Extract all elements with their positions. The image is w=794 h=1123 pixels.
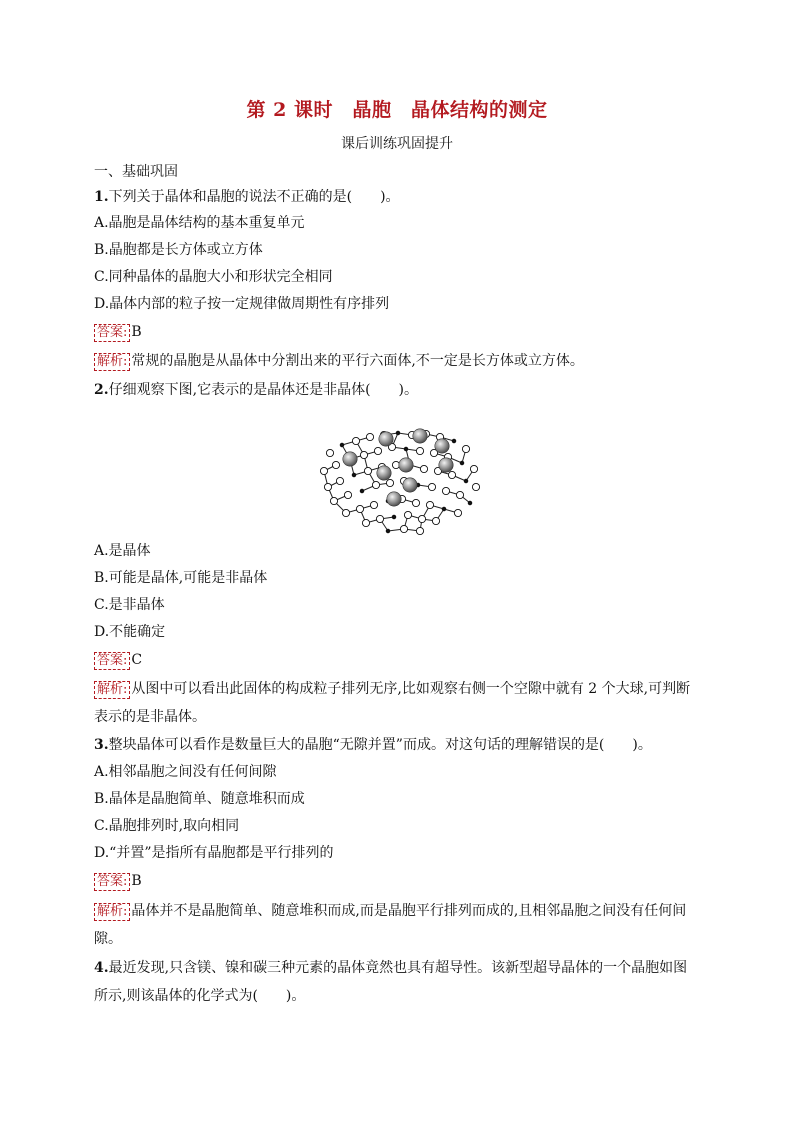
question-number: 4. — [94, 960, 109, 976]
small-white-atom — [376, 515, 383, 522]
question-number: 3. — [94, 737, 109, 753]
option-d: D.不能确定 — [94, 624, 166, 640]
small-white-atom — [454, 509, 461, 516]
small-white-atom — [342, 509, 349, 516]
question-2 — [94, 380, 714, 400]
small-white-atom — [320, 467, 327, 474]
small-white-atom — [400, 525, 407, 532]
small-dark-atom — [464, 479, 468, 483]
option-b: B.晶胞都是长方体或立方体 — [94, 242, 263, 258]
option-b: B.可能是晶体,可能是非晶体 — [94, 570, 268, 586]
small-dark-atom — [360, 489, 364, 493]
answer-tag: 答案: — [94, 652, 130, 670]
answer-row — [94, 322, 714, 342]
answer-value: B — [131, 873, 142, 889]
question-stem: 最近发现,只含镁、镍和碳三种元素的晶体竟然也具有超导性。该新型超导晶体的一个晶胞如图 — [108, 960, 688, 976]
question-stem: 仔细观察下图,它表示的是晶体还是非晶体( )。 — [108, 382, 418, 398]
small-white-atom — [344, 491, 351, 498]
question-number: 1. — [94, 189, 109, 205]
small-white-atom — [462, 445, 469, 452]
small-white-atom — [412, 499, 419, 506]
small-white-atom — [356, 505, 363, 512]
small-white-atom — [372, 481, 379, 488]
small-white-atom — [364, 467, 371, 474]
question-stem: 整块晶体可以看作是数量巨大的晶胞“无隙并置”而成。对这句话的理解错误的是( )。 — [108, 737, 652, 753]
small-white-atom — [370, 501, 377, 508]
analysis-row — [94, 901, 714, 921]
large-atom — [387, 492, 401, 506]
analysis-continuation: 隙。 — [94, 931, 122, 947]
small-white-atom — [360, 451, 367, 458]
small-white-atom — [404, 511, 411, 518]
amorphous-structure-figure — [316, 425, 480, 537]
question-1 — [94, 187, 714, 207]
small-white-atom — [326, 449, 333, 456]
small-white-atom — [374, 447, 381, 454]
small-dark-atom — [340, 443, 344, 447]
small-dark-atom — [404, 447, 408, 451]
option-d: D.晶体内部的粒子按一定规律做周期性有序排列 — [94, 296, 390, 312]
small-white-atom — [432, 517, 439, 524]
analysis-text: 常规的晶胞是从晶体中分割出来的平行六面体,不一定是长方体或立方体。 — [131, 353, 584, 369]
option-a: A.相邻晶胞之间没有任何间隙 — [94, 764, 277, 780]
small-white-atom — [324, 483, 331, 490]
answer-tag: 答案: — [94, 324, 130, 342]
question-3 — [94, 735, 714, 755]
question-stem: 下列关于晶体和晶胞的说法不正确的是( )。 — [108, 189, 400, 205]
large-atom — [399, 458, 413, 472]
large-atom — [343, 452, 357, 466]
page-subtitle: 课后训练巩固提升 — [341, 136, 453, 152]
small-white-atom — [336, 477, 343, 484]
question-stem-continuation: 所示,则该晶体的化学式为( )。 — [94, 988, 306, 1004]
analysis-continuation: 表示的是非晶体。 — [94, 709, 206, 725]
analysis-tag: 解析: — [94, 681, 130, 699]
analysis-row — [94, 351, 714, 371]
small-white-atom — [362, 519, 369, 526]
small-white-atom — [426, 501, 433, 508]
analysis-row — [94, 679, 714, 699]
small-white-atom — [472, 483, 479, 490]
small-dark-atom — [468, 501, 472, 505]
large-atom — [379, 432, 393, 446]
answer-tag: 答案: — [94, 873, 130, 891]
large-atom — [413, 429, 427, 443]
page-title: 第 2 课时 晶胞 晶体结构的测定 — [246, 99, 548, 121]
small-white-atom — [470, 465, 477, 472]
answer-row — [94, 650, 714, 670]
analysis-tag: 解析: — [94, 353, 130, 371]
small-dark-atom — [396, 431, 400, 435]
analysis-text: 晶体并不是晶胞简单、随意堆积而成,而是晶胞平行排列而成的,且相邻晶胞之间没有任何间 — [131, 903, 687, 919]
large-atom — [435, 439, 449, 453]
option-b: B.晶体是晶胞简单、随意堆积而成 — [94, 791, 305, 807]
small-white-atom — [442, 487, 449, 494]
answer-value: C — [131, 652, 143, 668]
small-white-atom — [428, 483, 435, 490]
question-4 — [94, 958, 714, 978]
small-white-atom — [352, 437, 359, 444]
small-white-atom — [332, 461, 339, 468]
small-white-atom — [456, 491, 463, 498]
option-a: A.是晶体 — [94, 543, 151, 559]
small-dark-atom — [452, 439, 456, 443]
large-atom — [403, 478, 417, 492]
option-c: C.同种晶体的晶胞大小和形状完全相同 — [94, 269, 333, 285]
small-dark-atom — [460, 461, 464, 465]
small-white-atom — [330, 497, 337, 504]
option-c: C.晶胞排列时,取向相同 — [94, 818, 240, 834]
small-white-atom — [418, 515, 425, 522]
answer-row — [94, 871, 714, 891]
small-white-atom — [416, 447, 423, 454]
analysis-text: 从图中可以看出此固体的构成粒子排列无序,比如观察右侧一个空隙中就有 2 个大球,可判断 — [131, 681, 691, 697]
small-white-atom — [416, 527, 423, 534]
small-dark-atom — [442, 507, 446, 511]
small-white-atom — [366, 433, 373, 440]
small-dark-atom — [392, 515, 396, 519]
small-dark-atom — [352, 473, 356, 477]
small-white-atom — [420, 465, 427, 472]
analysis-tag: 解析: — [94, 903, 130, 921]
question-number: 2. — [94, 382, 109, 398]
large-atom — [439, 458, 453, 472]
large-atom — [377, 466, 391, 480]
answer-value: B — [131, 324, 142, 340]
small-white-atom — [448, 471, 455, 478]
option-c: C.是非晶体 — [94, 597, 165, 613]
option-d: D.“并置”是指所有晶胞都是平行排列的 — [94, 845, 334, 861]
option-a: A.晶胞是晶体结构的基本重复单元 — [94, 215, 305, 231]
small-white-atom — [386, 479, 393, 486]
section-heading: 一、基础巩固 — [94, 164, 178, 180]
small-dark-atom — [386, 529, 390, 533]
